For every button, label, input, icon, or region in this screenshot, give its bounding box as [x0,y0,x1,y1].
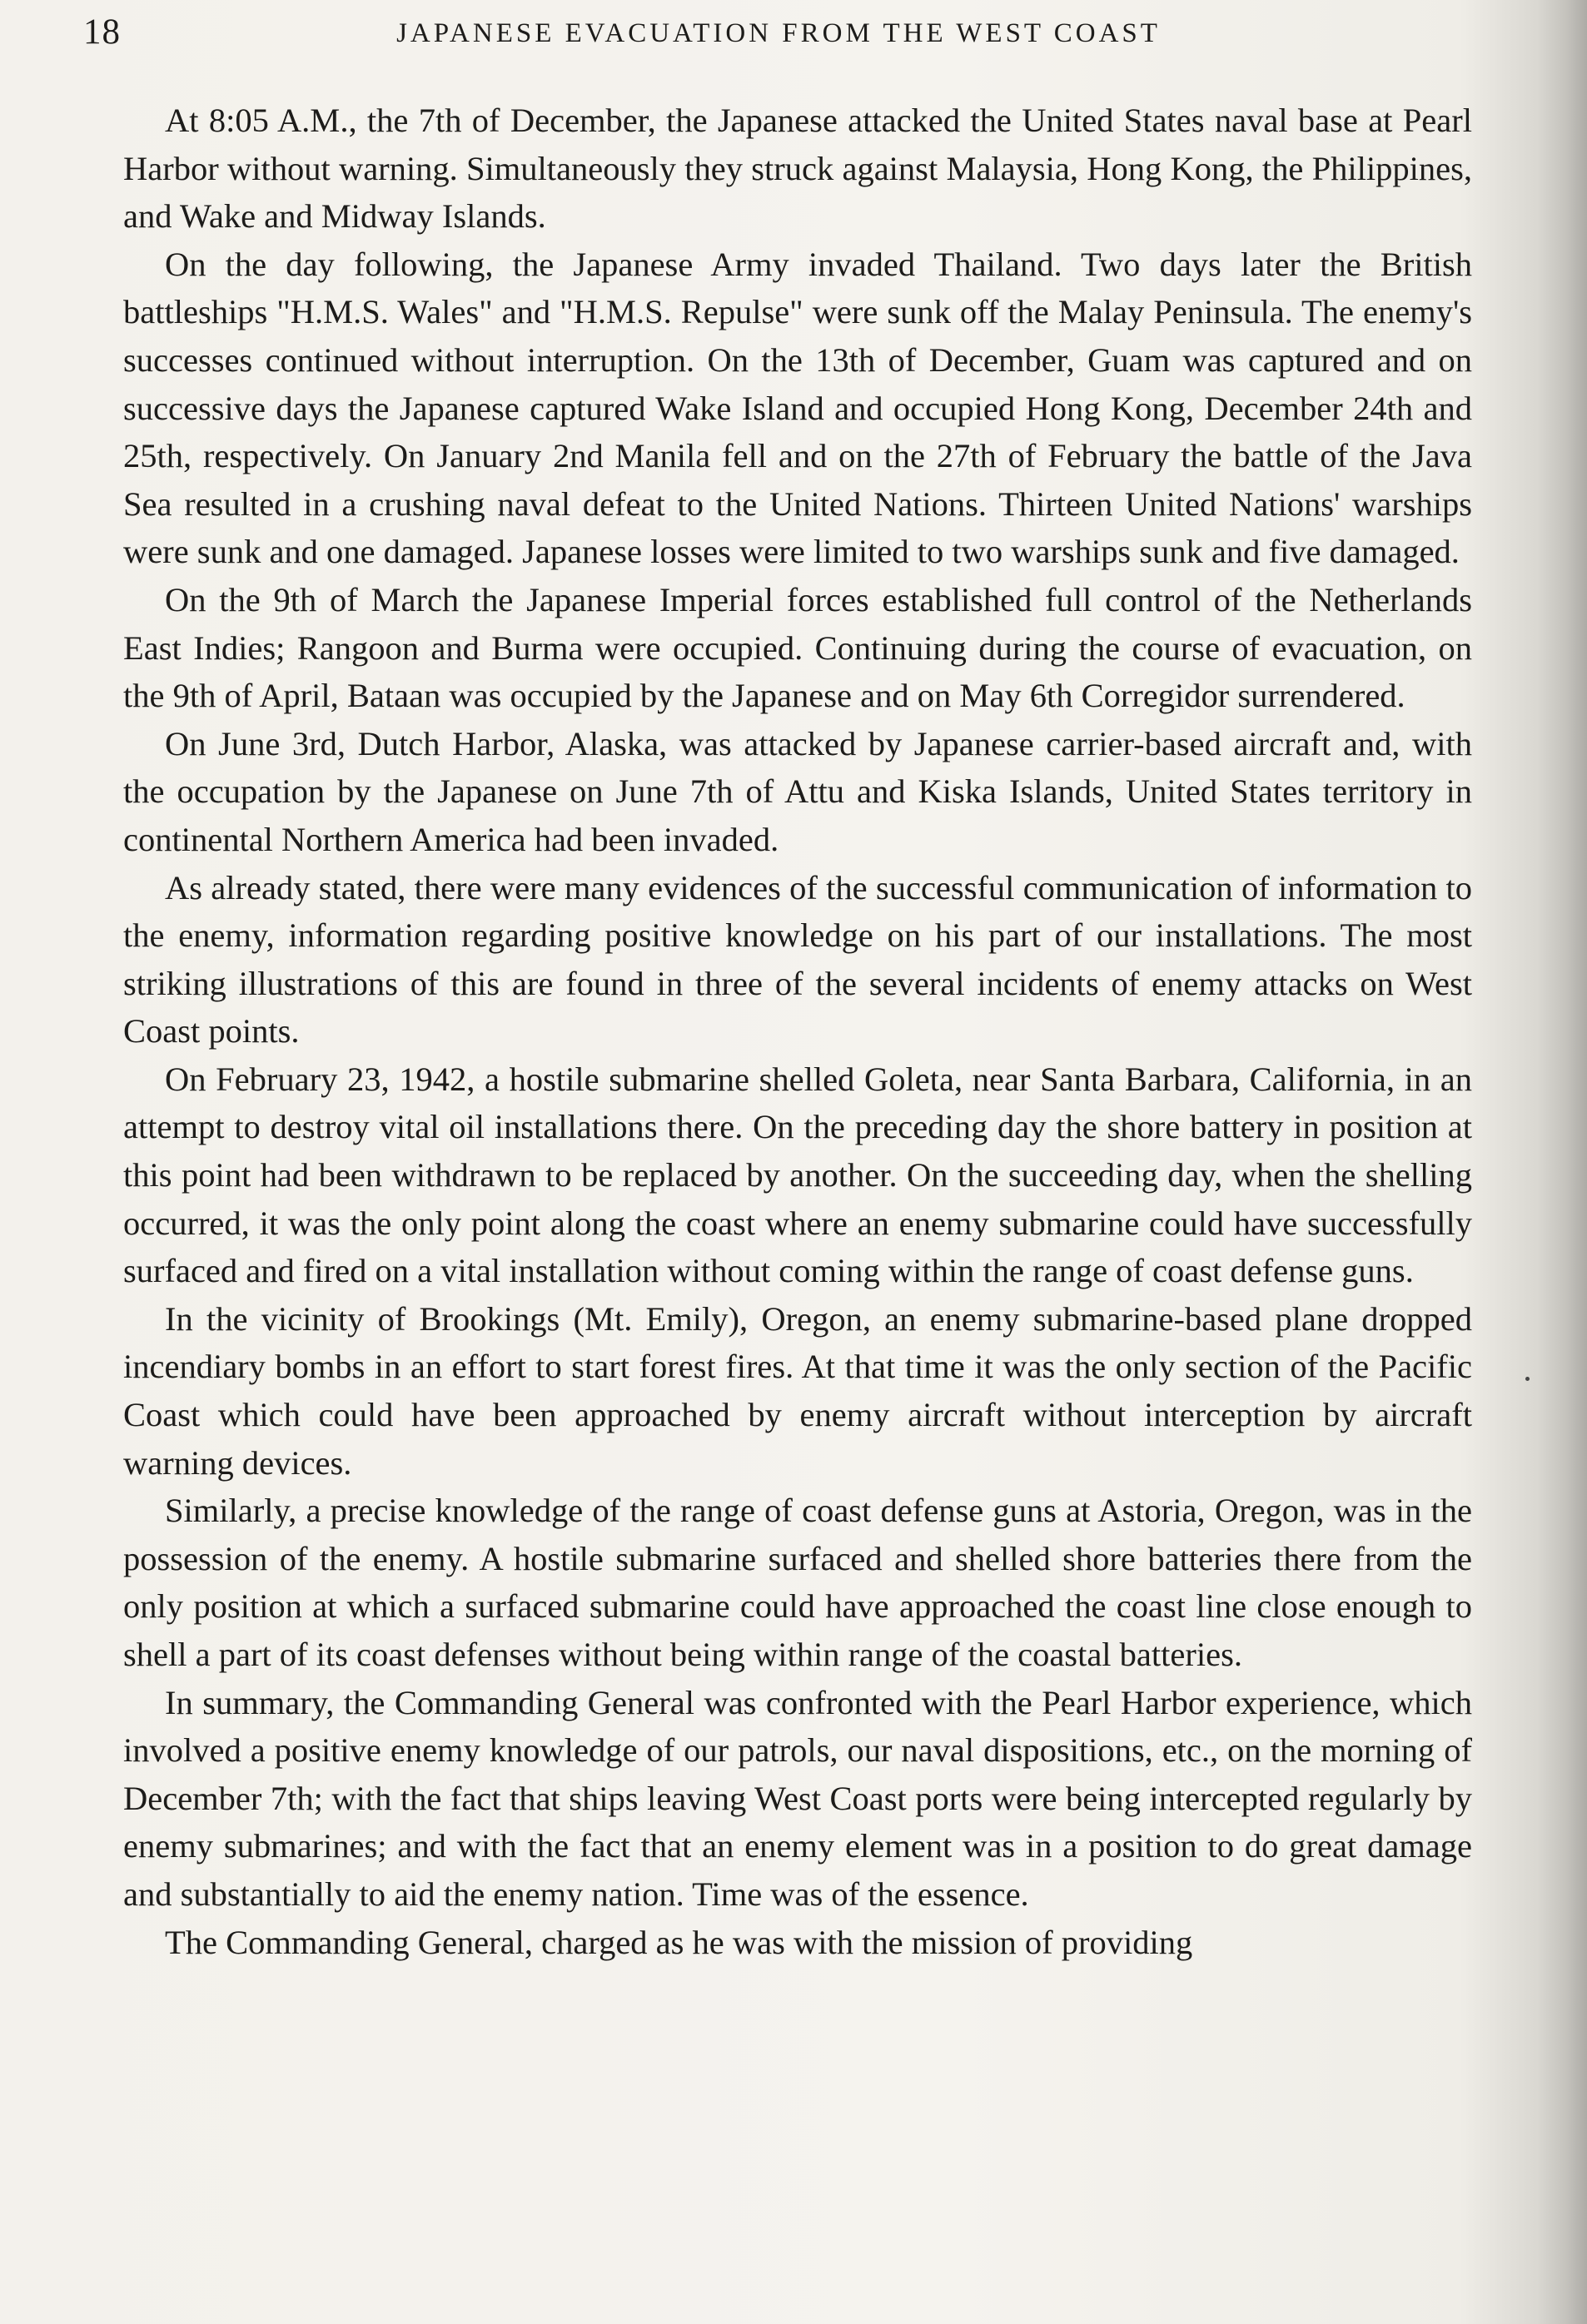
paragraph-astoria-shelling: Similarly, a precise knowledge of the range of coast defense guns at Astoria, Oregon, was in the possession of the enemy. A hostile submarine surfaced and shelled shore batteries there from the only position at which a surfaced submarine could have approached the coast line close enough to shell a part of its coast defenses without being within range of the coastal batteries. [123,1492,1472,1673]
paragraph-netherlands-east-indies: On the 9th of March the Japanese Imperial forces established full control of the Netherlands East Indies; Rangoon and Burma were occupied. Continuing during the course of evacuation, on the 9th of April, Bataan was occupied by the Japanese and on May 6th Corregidor surrendered. [123,580,1472,715]
running-head: JAPANESE EVACUATION FROM THE WEST COAST [396,18,1161,48]
paper-speck [1525,1377,1530,1381]
body-text [123,97,1472,1966]
page-header [83,8,1474,58]
page-edge-shadow [1537,0,1587,2324]
paragraph-dutch-harbor: On June 3rd, Dutch Harbor, Alaska, was attacked by Japanese carrier-based aircraft and, with the occupation by the Japanese on June 7th of Attu and Kiska Islands, United States territory in continental Northern America had been invaded. [123,724,1472,858]
paragraph-goleta-shelling: On February 23, 1942, a hostile submarine shelled Goleta, near Santa Barbara, California, in an attempt to destroy vital oil installations there. On the preceding day the shore battery in position at this point had been withdrawn to be replaced by another. On the succeeding day, when the shelling occurred, it was the only point along the coast where an enemy submarine could have successfully surfaced and fired on a vital installation without coming within the range of coast defense guns. [123,1060,1472,1290]
paragraph-pearl-harbor: At 8:05 A.M., the 7th of December, the Japanese attacked the United States naval base at Pearl Harbor without warning. Simultaneously they struck against Malaysia, Hong Kong, the Philippines, and Wake and Midway Islands. [123,102,1472,236]
paragraph-commanding-general: The Commanding General, charged as he was with the mission of providing [165,1923,1193,1961]
paragraph-brookings-bombing: In the vicinity of Brookings (Mt. Emily), Oregon, an enemy submarine-based plane dropped incendiary bombs in an effort to start forest fires. At that time it was the only section of the Pacific Coast which could have been approached by enemy aircraft without interception by aircraft warning devices. [123,1299,1472,1482]
paragraph-summary: In summary, the Commanding General was confronted with the Pearl Harbor experience, which involved a positive enemy knowledge of our patrols, our naval dispositions, etc., on the morning of December 7th; with the fact that ships leaving West Coast ports were being intercepted regularly by enemy submarines; and with the fact that an enemy element was in a position to do great damage and substantially to aid the enemy nation. Time was of the essence. [123,1683,1472,1913]
paragraph-thailand-invasion: On the day following, the Japanese Army invaded Thailand. Two days later the British battleships "H.M.S. Wales" and "H.M.S. Repulse" were sunk off the Malay Peninsula. The enemy's successes continued without interruption. On the 13th of December, Guam was captured and on successive days the Japanese captured Wake Island and occupied Hong Kong, December 24th and 25th, respectively. On January 2nd Manila fell and on the 27th of February the battle of the Java Sea resulted in a crushing naval defeat to the United Nations. Thirteen United Nations' warships were sunk and one damaged. Japanese losses were limited to two warships sunk and five damaged. [123,245,1472,571]
paragraph-communication-evidence: As already stated, there were many evidences of the successful communication of information to the enemy, information regarding positive knowledge on his part of our installations. The most striking illustrations of this are found in three of the several incidents of enemy attacks on West Coast points. [123,868,1472,1050]
page-number: 18 [83,12,121,52]
